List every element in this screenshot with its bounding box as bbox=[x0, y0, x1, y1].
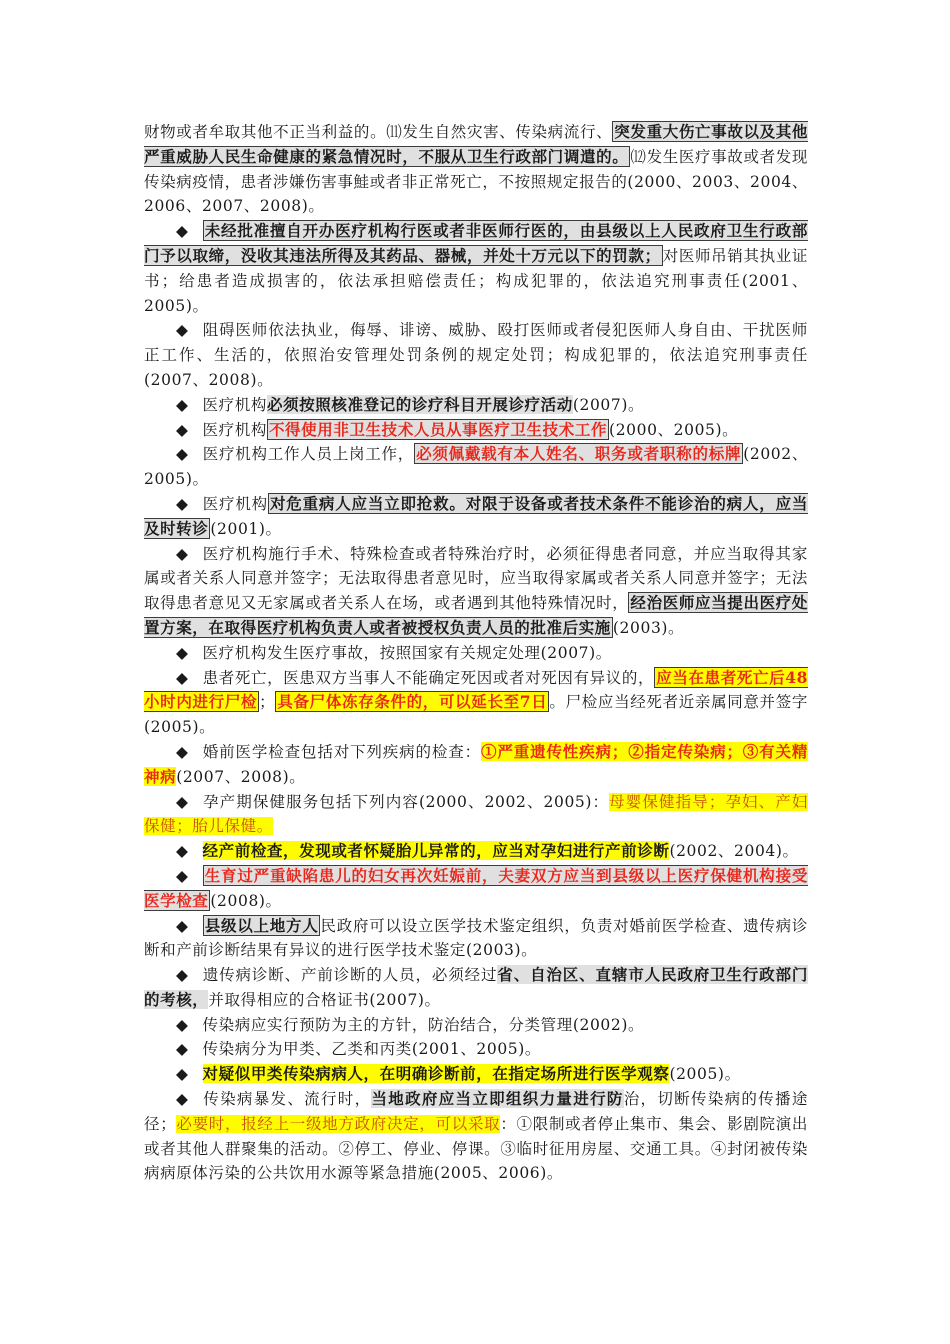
highlighted-text: 突发重大伤亡事故以及其他严重威胁人民生命健康的紧急情况时，不服从卫生行政部门调遣的。 bbox=[144, 122, 809, 166]
text-run: (2001)。 bbox=[210, 519, 282, 538]
paragraph bbox=[144, 666, 808, 740]
text-run: ⑿发生医疗事故或者发现传染病疫情，患者涉嫌伤害事鮭或者非正常死亡，不按照规定报告的(2000、2003、2004、2006、2007、2008)。 bbox=[144, 147, 808, 216]
highlighted-text: 具备尸体冻存条件的，可以延长至7日 bbox=[277, 692, 548, 712]
paragraph bbox=[144, 963, 808, 1013]
diamond-bullet-icon: ◆ bbox=[176, 668, 189, 687]
highlighted-text: ①严重遗传性疾病；②指定传染病；③有关精神病 bbox=[144, 741, 808, 786]
highlighted-text: 不得使用非卫生技术人员从事医疗卫生技术工作 bbox=[268, 419, 608, 439]
text-run: 医疗机构 bbox=[202, 395, 267, 414]
paragraph bbox=[144, 914, 808, 964]
paragraph bbox=[144, 219, 808, 318]
document-body bbox=[144, 120, 808, 1186]
text-run: 财物或者牟取其他不正当利益的。⑾发生自然灾害、传染病流行、 bbox=[144, 123, 613, 141]
paragraph bbox=[144, 790, 808, 840]
diamond-bullet-icon: ◆ bbox=[176, 916, 189, 935]
highlighted-text: 县级以上地方人 bbox=[204, 915, 319, 935]
text-run: 对医师吊销其执业证书；给患者造成损害的，依法承担赔偿责任；构成犯罪的，依法追究刑事责任(2001、2005)。 bbox=[144, 246, 808, 315]
highlighted-text: 经产前检查，发现或者怀疑胎儿异常的，应当对孕妇进行产前诊断 bbox=[202, 841, 670, 861]
diamond-bullet-icon: ◆ bbox=[176, 222, 189, 241]
text-run: 医疗机构工作人员上岗工作， bbox=[202, 445, 415, 464]
text-run: (2000、2005)。 bbox=[609, 420, 739, 439]
text-run: (2007、2008)。 bbox=[176, 767, 306, 786]
paragraph bbox=[144, 1013, 808, 1038]
highlighted-text: 必须佩戴载有本人姓名、职务或者职称的标牌 bbox=[416, 444, 742, 464]
text-run: 医疗机构 bbox=[202, 494, 268, 513]
paragraph bbox=[144, 492, 808, 542]
paragraph bbox=[144, 839, 808, 864]
text-run: 医疗机构施行手术、特殊检查或者特殊治疗时，必须征得患者同意，并应当取得其家属或者关系人同意并签字；无法取得患者意见时，应当取得家属或者关系人同意并签字；无法取得患者意见又无家属或者关系人在场，或者遇到其他特殊情况时， bbox=[144, 544, 809, 613]
highlighted-text: 对危重病人应当立即抢救。对限于设备或者技术条件不能诊治的病人，应当及时转诊 bbox=[144, 493, 808, 538]
paragraph bbox=[144, 442, 808, 492]
highlighted-text: 应当在患者死亡后48小时内进行尸检 bbox=[144, 667, 808, 712]
highlighted-text: 经治医师应当提出医疗处置方案，在取得医疗机构负责人或者被授权负责人员的批准后实施 bbox=[144, 593, 808, 637]
text-run: (2002、2004)。 bbox=[669, 842, 799, 861]
text-run: 并取得相应的合格证书(2007)。 bbox=[208, 990, 441, 1009]
text-run: 患者死亡，医患双方当事人不能确定死因或者对死因有异议的， bbox=[202, 668, 655, 687]
highlighted-text: 生育过严重缺陷患儿的妇女再次妊娠前，夫妻双方应当到县级以上医疗保健机构接受医学检查 bbox=[144, 865, 808, 910]
text-run: (2005)。 bbox=[669, 1065, 741, 1084]
text-run: 传染病应实行预防为主的方针，防治结合，分类管理(2002)。 bbox=[202, 1015, 645, 1034]
text-run: 孕产期保健服务包括下列内容(2000、2002、2005)： bbox=[203, 792, 610, 811]
text-run: 阻碍医师依法执业，侮辱、诽谤、威胁、殴打医师或者侵犯医师人身自由、干扰医师正工作、生活的，依照治安管理处罚条例的规定处罚；构成犯罪的，依法追究刑事责任(2007、2008)。 bbox=[144, 321, 809, 389]
diamond-bullet-icon: ◆ bbox=[176, 395, 189, 414]
diamond-bullet-icon: ◆ bbox=[176, 742, 189, 761]
text-run: 民政府可以设立医学技术鉴定组织，负责对婚前医学检查、遗传病诊断和产前诊断结果有异议的进行医学技术鉴定(2003)。 bbox=[144, 916, 808, 960]
diamond-bullet-icon: ◆ bbox=[176, 1040, 189, 1059]
text-run: 治，切断传染病的传播途径； bbox=[144, 1090, 808, 1133]
highlighted-text: 必须按照核准登记的诊疗科目开展诊疗活动 bbox=[266, 394, 573, 414]
paragraph bbox=[144, 318, 808, 392]
highlighted-text: 当地政府应当立即组织力量进行防 bbox=[371, 1089, 624, 1109]
diamond-bullet-icon: ◆ bbox=[176, 445, 189, 464]
text-run: 婚前医学检查包括对下列疾病的检查： bbox=[202, 742, 481, 761]
diamond-bullet-icon: ◆ bbox=[176, 321, 189, 340]
diamond-bullet-icon: ◆ bbox=[176, 420, 189, 439]
text-run: ； bbox=[259, 693, 276, 712]
text-run: (2002、2005)。 bbox=[144, 445, 808, 489]
diamond-bullet-icon: ◆ bbox=[176, 866, 189, 885]
highlighted-text: 必要时，报经上一级地方政府决定，可以采取 bbox=[176, 1114, 501, 1133]
diamond-bullet-icon: ◆ bbox=[176, 1015, 189, 1034]
paragraph bbox=[144, 542, 808, 641]
highlighted-text: 未经批准擅自开办医疗机构行医或者非医师行医的，由县级以上人民政府卫生行政部门予以取缔，没收其违法所得及其药品、器械，并处十万元以下的罚款； bbox=[144, 221, 808, 265]
diamond-bullet-icon: ◆ bbox=[176, 1090, 190, 1109]
text-run: 传染病分为甲类、乙类和丙类(2001、2005)。 bbox=[202, 1040, 542, 1059]
diamond-bullet-icon: ◆ bbox=[176, 966, 189, 985]
paragraph bbox=[144, 641, 808, 666]
text-run: 传染病暴发、流行时， bbox=[203, 1090, 372, 1109]
text-run: 。尸检应当经死者近亲属同意并签字(2005)。 bbox=[144, 693, 808, 737]
text-run: 医疗机构发生医疗事故，按照国家有关规定处理(2007)。 bbox=[202, 643, 612, 662]
highlighted-text: 省、自治区、直辖市人民政府卫生行政部门的考核， bbox=[144, 965, 808, 1009]
text-run: ：①限制或者停止集市、集会、影剧院演出或者其他人群聚集的活动。②停工、停业、停课。③临时征用房屋、交通工具。④封闭被传染病病原体污染的公共饮用水源等紧急措施(2005、2006)。 bbox=[144, 1114, 809, 1183]
diamond-bullet-icon: ◆ bbox=[176, 643, 189, 662]
text-run: (2007)。 bbox=[572, 395, 645, 414]
text-run: 医疗机构 bbox=[202, 420, 267, 439]
paragraph bbox=[144, 393, 808, 418]
diamond-bullet-icon: ◆ bbox=[176, 1065, 189, 1084]
paragraph bbox=[144, 418, 808, 443]
text-run: (2008)。 bbox=[210, 891, 282, 910]
text-run: (2003)。 bbox=[612, 618, 685, 637]
highlighted-text: 母婴保健指导；孕妇、产妇保健；胎儿保健。 bbox=[144, 792, 808, 836]
diamond-bullet-icon: ◆ bbox=[176, 494, 189, 513]
paragraph bbox=[144, 1062, 808, 1087]
diamond-bullet-icon: ◆ bbox=[176, 544, 189, 563]
paragraph bbox=[144, 1037, 808, 1062]
paragraph bbox=[144, 864, 808, 914]
paragraph bbox=[144, 1087, 808, 1186]
highlighted-text: 对疑似甲类传染病病人，在明确诊断前，在指定场所进行医学观察 bbox=[202, 1064, 670, 1084]
diamond-bullet-icon: ◆ bbox=[176, 842, 189, 861]
paragraph bbox=[144, 740, 808, 790]
text-run: 遗传病诊断、产前诊断的人员，必须经过 bbox=[202, 966, 498, 985]
diamond-bullet-icon: ◆ bbox=[176, 792, 190, 811]
paragraph bbox=[144, 120, 808, 219]
